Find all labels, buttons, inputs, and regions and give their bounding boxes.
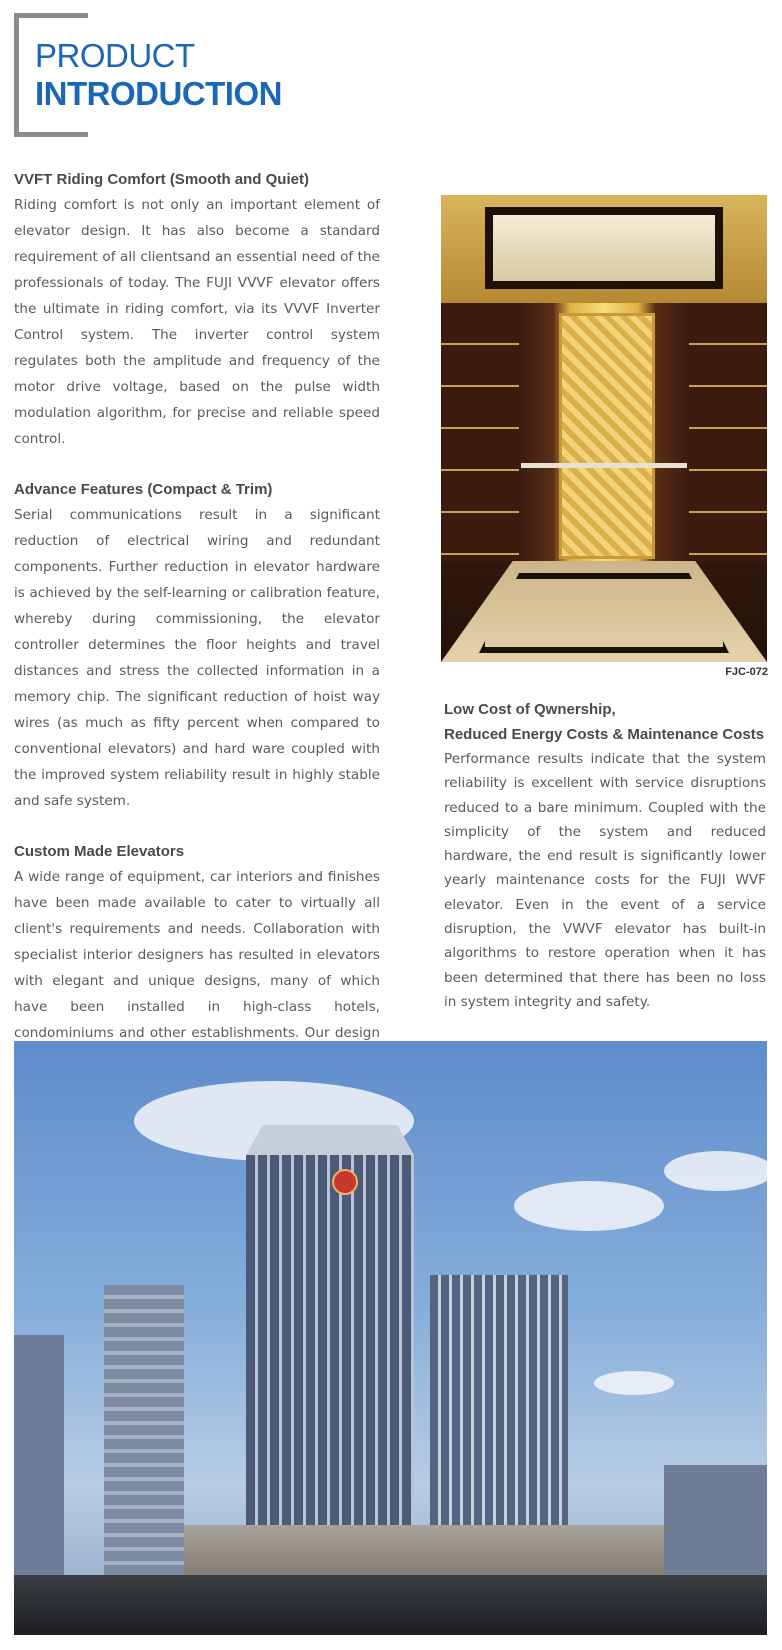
elevator-handrail xyxy=(521,463,687,468)
section-riding-comfort xyxy=(14,167,380,452)
section-title-line1: Low Cost of Qwnership, xyxy=(444,701,616,718)
cloud xyxy=(664,1151,767,1191)
building-photo xyxy=(14,1041,767,1635)
tower-logo-emblem xyxy=(332,1169,358,1195)
section-body: Performance results indicate that the system reliability is excellent with service disruptions reduced to a bare minimum. Coupled with the simplicity of the system and reduced hardware, the end result is significantly lower yearly maintenance costs for the FUJI WVF elevator. Even in the event of a service disruption, the VWVF elevator has built-in algorithms to restore operation when it has been determined that there has been no loss in system integrity and safety. xyxy=(444,751,766,1010)
right-column xyxy=(444,697,766,1014)
elevator-gold-panel xyxy=(559,313,655,559)
elevator-ceiling xyxy=(441,195,767,303)
title-line-product: PRODUCT xyxy=(35,37,195,74)
street xyxy=(14,1575,767,1635)
main-tower-crown xyxy=(246,1125,414,1155)
section-title: Advance Features (Compact & Trim) xyxy=(14,481,273,498)
elevator-left-wall xyxy=(441,303,519,561)
image-caption: FJC-072 xyxy=(725,666,768,678)
page-title xyxy=(35,38,282,114)
section-body: Riding comfort is not only an important element of elevator design. It has also become a standard requirement of all clientsand an essential need of the professionals of today. The FUJI VVVF elevator offers the ultimate in riding comfort, via its VVVF Inverter Control system. The inverter control system regulates both the amplitude and frequency of the motor drive voltage, based on the pulse width modulation algorithm, for precise and reliable speed control. xyxy=(14,197,380,447)
section-title-line2: Reduced Energy Costs & Maintenance Costs xyxy=(444,726,765,743)
section-title: Custom Made Elevators xyxy=(14,843,185,860)
title-line-introduction: INTRODUCTION xyxy=(35,75,282,112)
section-title: VVFT Riding Comfort (Smooth and Quiet) xyxy=(14,171,309,188)
elevator-ceiling-light xyxy=(485,207,723,289)
left-column xyxy=(14,167,380,1097)
section-body: Serial communications result in a significant reduction of electrical wiring and redundant components. Further reduction in elevator hardware is achieved by the self-learning or calibration feature, whereby during commissioning, the elevator controller determines the floor heights and travel distances and stress the collected information in a memory chip. The significant reduction of hoist way wires (as much as fifty percent when compared to conventional elevators) and hard ware coupled with the improved system reliability result in highly stable and safe system. xyxy=(14,507,380,809)
cloud xyxy=(594,1371,674,1395)
section-custom-made xyxy=(14,839,380,1072)
elevator-interior-image xyxy=(441,195,767,662)
section-body: A wide range of equipment, car interiors and finishes have been made available to cater to virtually all client's requirements and needs. Collaboration with specialist interior designers has resulted in elevators with elegant and unique designs, many of which have been installed in high-class hotels, condominiums and other establishments. Our design xyxy=(14,869,380,1041)
elevator-floor-border xyxy=(479,573,729,653)
section-advance-features xyxy=(14,477,380,814)
cloud xyxy=(514,1181,664,1231)
elevator-right-wall xyxy=(689,303,767,561)
